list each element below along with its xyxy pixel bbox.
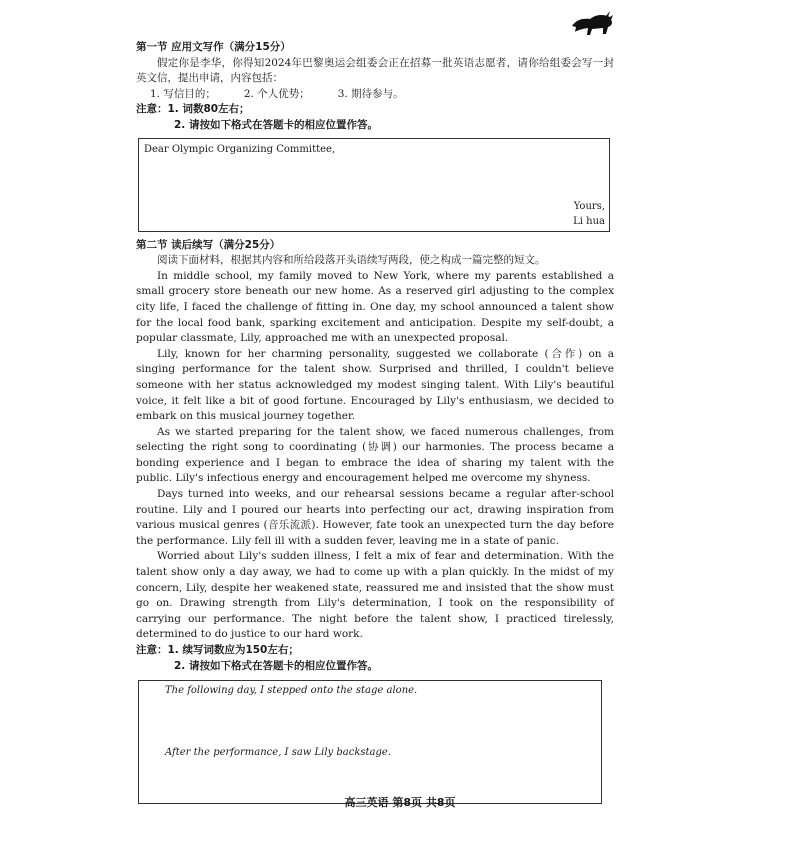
bull-logo-icon (570, 10, 614, 36)
closing-name: Li hua (573, 215, 605, 227)
letter-answer-box (138, 138, 610, 232)
section2-heading: 第二节 读后续写（满分25分） (136, 238, 281, 251)
section1-prompt: 假定你是李华，你得知2024年巴黎奥运会组委会正在招募一批英语志愿者，请你给组委会写一封英文信，提出申请，内容包括： (136, 56, 614, 85)
letter-closing (573, 199, 605, 229)
closing-yours: Yours, (573, 200, 605, 212)
exam-content (136, 40, 614, 804)
page-footer: 高三英语 第8页 共8页 (344, 796, 456, 809)
note-format: 2. 请按如下格式在答题卡的相应位置作答。 (174, 659, 378, 672)
story-paragraph: As we started preparing for the talent show, we faced numerous challenges, from selecting the right song to coordinating (协调) our harmonies. The process became a bonding experience and I began to embrace the idea of sharing my talent with the public. Lily's infectious energy and encouragement helped me overcome my shyness. (136, 425, 614, 485)
note-word-count: 1. 续写词数应为150左右； (167, 644, 299, 656)
note-word-count: 1. 词数80左右； (167, 103, 250, 116)
story-paragraph: Lily, known for her charming personality, suggested we collaborate (合作) on a singing performance for the talent show. Surprised and thrilled, I couldn't believe someone with her status acknowledged my modest singing talent. With Lily's beautiful voice, it felt like a bit of good fortune. Encouraged by Lily's enthusiasm, we decided to embark on this musical journey together. (136, 347, 614, 423)
note-label: 注意： (136, 644, 168, 656)
continuation-answer-box (138, 680, 602, 804)
section1-notes (136, 102, 614, 133)
section1-heading: 第一节 应用文写作（满分15分） (136, 41, 291, 53)
letter-greeting: Dear Olympic Organizing Committee, (144, 143, 336, 155)
section2-prompt: 阅读下面材料，根据其内容和所给段落开头语续写两段，使之构成一篇完整的短文。 (157, 254, 546, 267)
point-expectation: 3. 期待参与。 (337, 87, 404, 100)
section2-notes (136, 643, 614, 674)
story-paragraph: Worried about Lily's sudden illness, I felt a mix of fear and determination. With the talent show only a day away, we had to come up with a plan quickly. In the midst of my concern, Lily, despite her weakened state, reassured me and insisted that the show must go on. Drawing strength from Lily's determination, I took on the responsibility of carrying our performance. The night before the talent show, I practiced tirelessly, determined to do justice to our hard work. (136, 550, 614, 641)
section1-points (136, 87, 614, 103)
point-purpose: 1. 写信目的； (150, 87, 216, 100)
note-format: 2. 请按如下格式在答题卡的相应位置作答。 (174, 118, 378, 131)
paragraph-starter-2: After the performance, I saw Lily backstage. (165, 747, 392, 759)
section2 (136, 238, 614, 805)
note-label: 注意： (136, 103, 168, 116)
paragraph-starter-1: The following day, I stepped onto the stage alone. (165, 685, 418, 697)
point-advantages: 2. 个人优势； (243, 87, 310, 100)
story-paragraph: Days turned into weeks, and our rehearsal sessions became a regular after-school routine. Lily and I poured our hearts into perfecting our act, drawing inspiration from various musical genres (音乐流派). However, fate took an unexpected turn the day before the performance. Lily fell ill with a sudden fever, leaving me in a state of panic. (136, 488, 614, 547)
story-paragraph: In middle school, my family moved to New York, where my parents established a small grocery store beneath our new home. As a reserved girl adjusting to the complex city life, I faced the challenge of fitting in. One day, my school announced a talent show for the local food bank, sparking excitement and anticipation. Despite my self-doubt, a popular classmate, Lily, approached me with an unexpected proposal. (136, 269, 614, 345)
